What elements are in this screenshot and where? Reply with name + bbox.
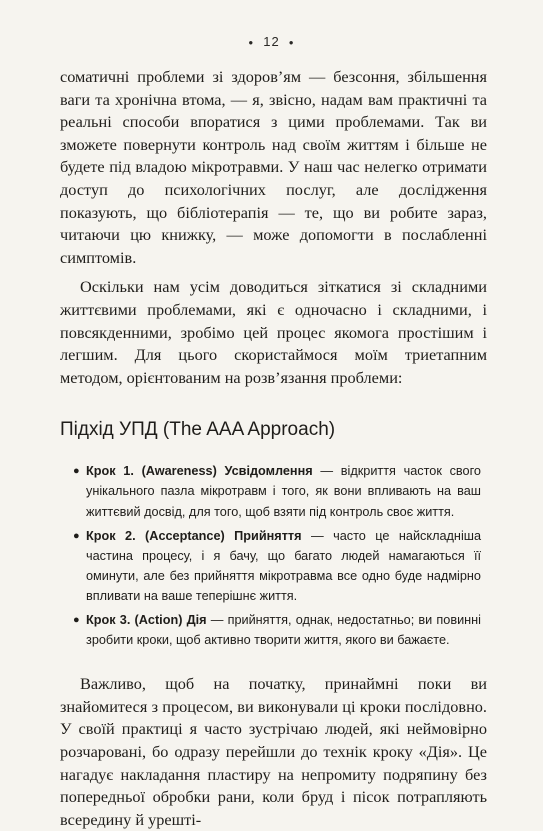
page-number-dot-right: ● bbox=[288, 38, 295, 48]
step-label: Крок 3. (Action) Дія bbox=[86, 612, 207, 627]
steps-list bbox=[60, 461, 487, 650]
page-number bbox=[0, 34, 543, 49]
page-number-dot-left: ● bbox=[248, 38, 255, 48]
step-label: Крок 2. (Acceptance) Прийняття bbox=[86, 528, 302, 543]
bullet-icon: ● bbox=[73, 529, 80, 542]
step-item-action bbox=[73, 610, 481, 650]
step-text: — відкриття часток свого унікального пазла мікротравм і того, як вони впливають на ваш життєвий досвід, для того, щоб взяти під контроль своє життя. bbox=[86, 464, 481, 519]
step-label: Крок 1. (Awareness) Усвідомлення bbox=[86, 464, 313, 479]
section-heading: Підхід УПД (The AAA Approach) bbox=[60, 419, 336, 441]
step-text: — прийняття, однак, недостатньо; ви повинні зробити кроки, щоб активно творити життя, якого ви бажаєте. bbox=[86, 612, 482, 648]
bullet-icon: ● bbox=[73, 465, 80, 478]
body-paragraph-1: соматичні проблеми зі здоров’ям — безсоння, збільшення ваги та хронічна втома, — я, звісно, надам вам практичні та реальні способи впоратися з цими проблемами. Так ви зможете повернути контроль над своїм життям і більше не будете під владою мікротравми. У наш час нелегко отримати доступ до психологічних послуг, але дослідження показують, що бібліотерапія — те, що ви робите зараз, читаючи цю книжку, — може допомогти в послабленні симптомів. bbox=[60, 67, 487, 267]
body-paragraph-2: Оскільки нам усім доводиться зіткатися зі складними життєвими проблемами, які є одночасно і складними, і повсякденними, зробімо цей процес якомога простішим і легшим. Для цього скористаймося моїм триетапним методом, орієнтованим на розв’язання проблеми: bbox=[60, 277, 487, 387]
step-text: — часто це найскладніша частина процесу, і я бачу, що багато людей намагаються її оминути, але без прийняття мікротравма все одно буде надмірно впливати на ваше теперішнє життя. bbox=[86, 528, 481, 603]
bullet-icon: ● bbox=[73, 613, 80, 626]
closing-paragraph: Важливо, щоб на початку, принаймні поки ви знайомитеся з процесом, ви виконували ці кроки послідовно. У своїй практиці я часто зустрічаю людей, які неймовірно розчаровані, бо одразу перейшли до технік кроку «Дія». Це нагадує накладання пластиру на непромиту подряпину без попередньої обробки рани, коли бруд і пісок потрапляють всередину й урешті- bbox=[60, 674, 487, 829]
step-item-awareness bbox=[73, 461, 481, 521]
step-item-acceptance bbox=[73, 526, 481, 606]
page-body bbox=[60, 66, 487, 831]
page-number-text: 12 bbox=[263, 34, 280, 49]
